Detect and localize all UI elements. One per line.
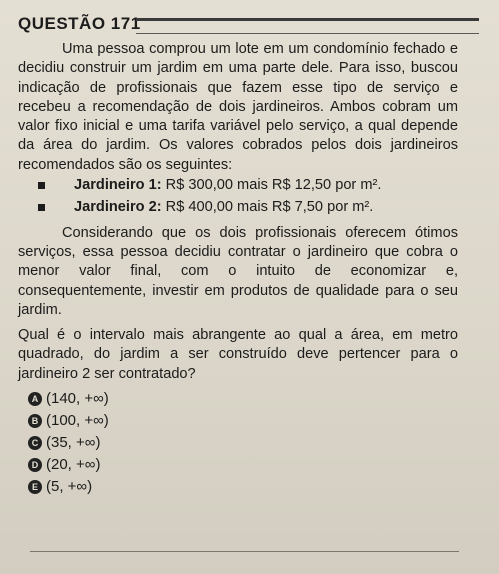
bullet-square-icon xyxy=(38,182,45,189)
option-letter-badge: B xyxy=(28,414,42,428)
option-d[interactable] xyxy=(18,454,458,476)
context-paragraph: Considerando que os dois profissionais oferecem ótimos serviços, essa pessoa decidiu contratar o jardineiro que cobra o menor valor final, com o intuito de economizar e, consequentemente, investir em produtos de qualidade para o seu jardim. xyxy=(18,224,458,318)
option-a[interactable] xyxy=(18,388,458,410)
option-text: (140, +∞) xyxy=(46,390,109,408)
gardener-label: Jardineiro 2: xyxy=(74,199,162,216)
option-letter-badge: E xyxy=(28,480,42,494)
question-body xyxy=(18,40,458,498)
option-letter-badge: D xyxy=(28,458,42,472)
footer-divider xyxy=(30,551,459,552)
intro-paragraph: Uma pessoa comprou um lote em um condomínio fechado e decidiu construir um jardim em uma parte dele. Para isso, buscou indicação de profissionais que fazem esse tipo de serviço e recebeu a recomendação de dois jardineiros. Ambos cobram um valor fixo inicial e uma tarifa variável pelo serviço, a qual depende da área do jardim. Os valores cobrados pelos dois jardineiros recomendados são os seguintes: xyxy=(18,41,458,173)
option-letter-badge: C xyxy=(28,436,42,450)
question-stem: Qual é o intervalo mais abrangente ao qual a área, em metro quadrado, do jardim a ser construído deve pertencer para o jardineiro 2 ser contratado? xyxy=(18,327,458,382)
option-text: (35, +∞) xyxy=(46,434,101,452)
header-divider xyxy=(136,18,479,34)
option-c[interactable] xyxy=(18,432,458,454)
gardener-price: R$ 300,00 mais R$ 12,50 por m². xyxy=(161,177,382,194)
gardener-price: R$ 400,00 mais R$ 7,50 por m². xyxy=(161,199,374,216)
option-text: (5, +∞) xyxy=(46,478,93,496)
gardener-item-2 xyxy=(18,198,458,217)
option-text: (100, +∞) xyxy=(46,412,109,430)
option-e[interactable] xyxy=(18,476,458,498)
option-text: (20, +∞) xyxy=(46,456,101,474)
question-header xyxy=(18,14,481,36)
option-b[interactable] xyxy=(18,410,458,432)
gardener-item-1 xyxy=(18,176,458,195)
option-letter-badge: A xyxy=(28,392,42,406)
question-title: QUESTÃO 171 xyxy=(18,14,141,33)
answer-options xyxy=(18,388,458,498)
gardener-label: Jardineiro 1: xyxy=(74,177,162,194)
gardener-list xyxy=(18,176,458,218)
bullet-square-icon xyxy=(38,204,45,211)
